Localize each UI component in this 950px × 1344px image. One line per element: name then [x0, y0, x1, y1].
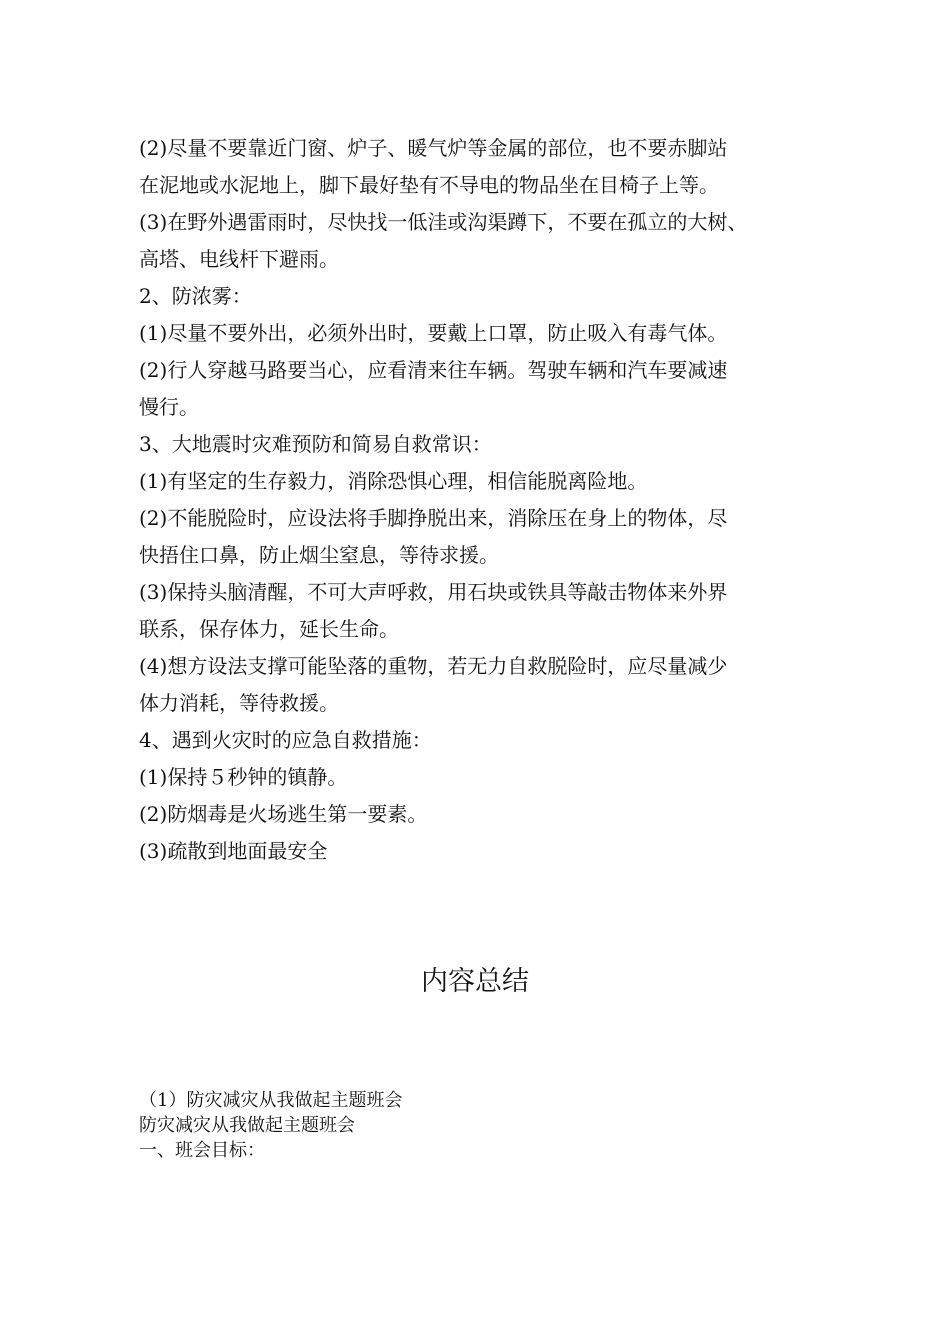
summary-line: 一、班会目标： — [139, 1140, 265, 1161]
body-line: (1)保持５秒钟的镇静。 — [139, 765, 348, 789]
body-line: (1)尽量不要外出，必须外出时，要戴上口罩，防止吸入有毒气体。 — [139, 321, 728, 345]
body-line: 在泥地或水泥地上，脚下最好垫有不导电的物品坐在目椅子上等。 — [139, 173, 719, 197]
body-line: (1)有坚定的生存毅力，消除恐惧心理，相信能脱离险地。 — [139, 469, 648, 493]
body-line: 体力消耗，等待救援。 — [139, 691, 339, 715]
body-line: (2)不能脱险时，应设法将手脚挣脱出来，消除压在身上的物体，尽 — [139, 506, 728, 530]
body-line: (3)疏散到地面最安全 — [139, 839, 328, 863]
summary-title: 内容总结 — [421, 966, 529, 997]
body-line: 慢行。 — [139, 395, 199, 419]
body-line: (2)行人穿越马路要当心，应看清来往车辆。驾驶车辆和汽车要减速 — [139, 358, 728, 382]
body-line: (2)尽量不要靠近门窗、炉子、暖气炉等金属的部位，也不要赤脚站 — [139, 136, 728, 160]
body-line: (4)想方设法支撑可能坠落的重物，若无力自救脱险时，应尽量减少 — [139, 654, 728, 678]
body-line: 高塔、电线杆下避雨。 — [139, 247, 339, 271]
body-line: (3)保持头脑清醒，不可大声呼救，用石块或铁具等敲击物体来外界 — [139, 580, 728, 604]
summary-line: 防灾减灾从我做起主题班会 — [139, 1115, 355, 1136]
summary-line: （1）防灾减灾从我做起主题班会 — [139, 1090, 403, 1111]
section-heading: 4、遇到火灾时的应急自救措施： — [139, 728, 432, 752]
body-line: 快捂住口鼻，防止烟尘窒息，等待求援。 — [139, 543, 499, 567]
body-line: (2)防烟毒是火场逃生第一要素。 — [139, 802, 428, 826]
section-heading: 3、大地震时灾难预防和简易自救常识： — [139, 432, 492, 456]
body-line: 联系，保存体力，延长生命。 — [139, 617, 399, 641]
body-text — [139, 130, 819, 870]
section-heading: 2、防浓雾： — [139, 284, 252, 308]
body-line: (3)在野外遇雷雨时，尽快找一低洼或沟渠蹲下，不要在孤立的大树、 — [139, 210, 748, 234]
summary-body — [139, 1088, 819, 1163]
